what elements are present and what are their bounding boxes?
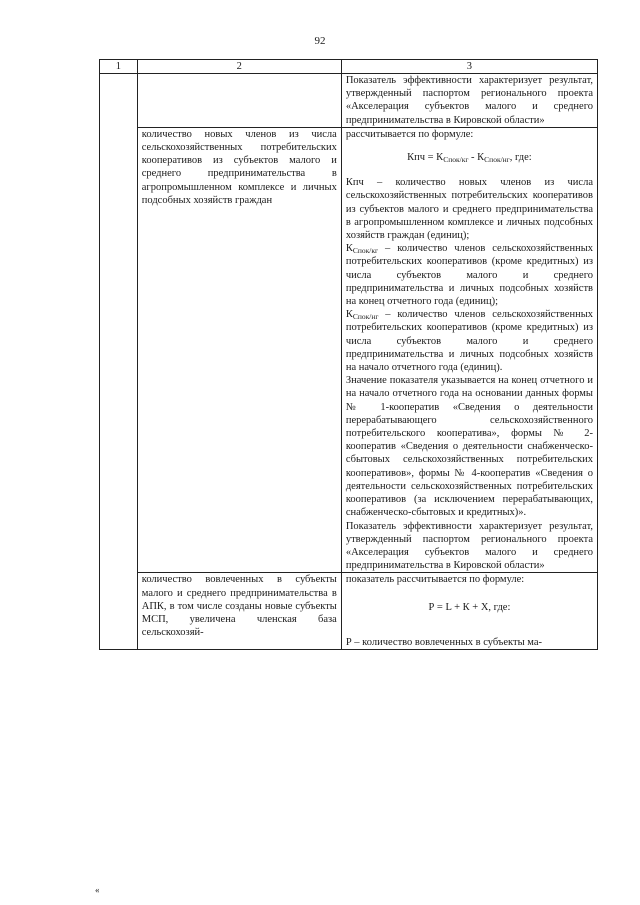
table-header-row	[100, 60, 598, 74]
indicator-name-text: количество вовлеченных в субъекты малого и среднего предпринимательства в АПК, в том числе созданы новые субъекты МСП, увеличена членская база сельскохозяй-	[141, 574, 337, 639]
formula-mid: - К	[468, 152, 485, 164]
header-col-1: 1	[100, 60, 138, 74]
indicator-method-kpch	[341, 127, 597, 573]
formula-sub-1: Спок/кг	[443, 155, 469, 165]
def-k2-text: – количество членов сельскохозяйственных потребительских кооперативов (кроме кредитных) из числа субъектов малого и среднего предпринимательства и личных подсобных хозяйств на начало отчетного года (единиц).	[345, 309, 593, 374]
indicator-name-kpch	[137, 127, 341, 573]
formula-tail: , где:	[509, 152, 532, 164]
def-k2-subscript: Спок/нг	[352, 312, 379, 322]
def-k1-subscript: Спок/кг	[352, 246, 379, 256]
indicator-table	[99, 59, 598, 650]
definition-k-end	[346, 242, 593, 308]
scan-mark: «	[95, 885, 100, 895]
formula-sub-2: Спок/нг	[484, 155, 510, 165]
formula-kpch	[346, 151, 593, 164]
formula-intro: показатель рассчитывается по формуле:	[345, 574, 525, 586]
formula-p: Р = L + К + Х, где:	[428, 601, 511, 613]
result-text: Показатель эффективности характеризует результат, утвержденный паспортом регионального проекта «Акселерация субъектов малого и среднего предпринимательства в Кировской области»	[345, 520, 593, 572]
indicator-method-p	[341, 573, 597, 650]
header-col-3: 3	[341, 60, 597, 74]
formula-lhs: Кпч = К	[407, 152, 444, 164]
result-text: Показатель эффективности характеризует результат, утвержденный паспортом регионального проекта «Акселерация субъектов малого и среднего предпринимательства в Кировской области»	[345, 75, 593, 126]
table-row	[100, 127, 598, 573]
def-k1-symbol: К	[345, 243, 353, 255]
definition-k-start	[346, 308, 593, 374]
page-number: 92	[314, 35, 326, 47]
table-row	[100, 573, 598, 650]
header-col-2: 2	[137, 60, 341, 74]
col1-merged-cell	[100, 74, 138, 650]
def-k1-text: – количество членов сельскохозяйственных потребительских кооперативов (кроме кредитных) из числа субъектов малого и среднего предпринимательства и личных подсобных хозяйств на конец отчетного года (единиц);	[345, 243, 593, 308]
data-source-text: Значение показателя указывается на конец отчетного и на начало отчетного года на основании данных формы № 1-кооператив «Сведения о деятельности перерабатывающего сельскохозяйственного потребительского кооператива», формы № 2-кооператив «Сведения о деятельности снабженческо-сбытовых сельскохозяйственных потребительских кооперативов», формы № 4-кооператив «Сведения о деятельности сельскохозяйственных потребительских кооперативов (за исключением перерабатывающих, снабженческо-сбытовых и кредитных)».	[345, 375, 593, 519]
indicator-name-p	[137, 573, 341, 650]
indicator-name-text: количество новых членов из числа сельскохозяйственных потребительских кооперативов из субъектов малого и среднего предпринимательства в агропромышленном комплексе и личных подсобных хозяйств граждан	[141, 128, 337, 206]
row-top-col3	[341, 74, 597, 128]
formula-intro: рассчитывается по формуле:	[345, 128, 474, 140]
def-k2-symbol: К	[345, 309, 353, 321]
definition-kpch: Кпч – количество новых членов из числа сельскохозяйственных потребительских кооперативов из субъектов малого и среднего предпринимательства в агропромышленном комплексе и личных подсобных хозяйств граждан (единиц);	[345, 177, 593, 242]
definition-p: Р – количество вовлеченных в субъекты ма-	[345, 636, 542, 648]
row-top-col2	[137, 74, 341, 128]
table-row	[100, 74, 598, 128]
